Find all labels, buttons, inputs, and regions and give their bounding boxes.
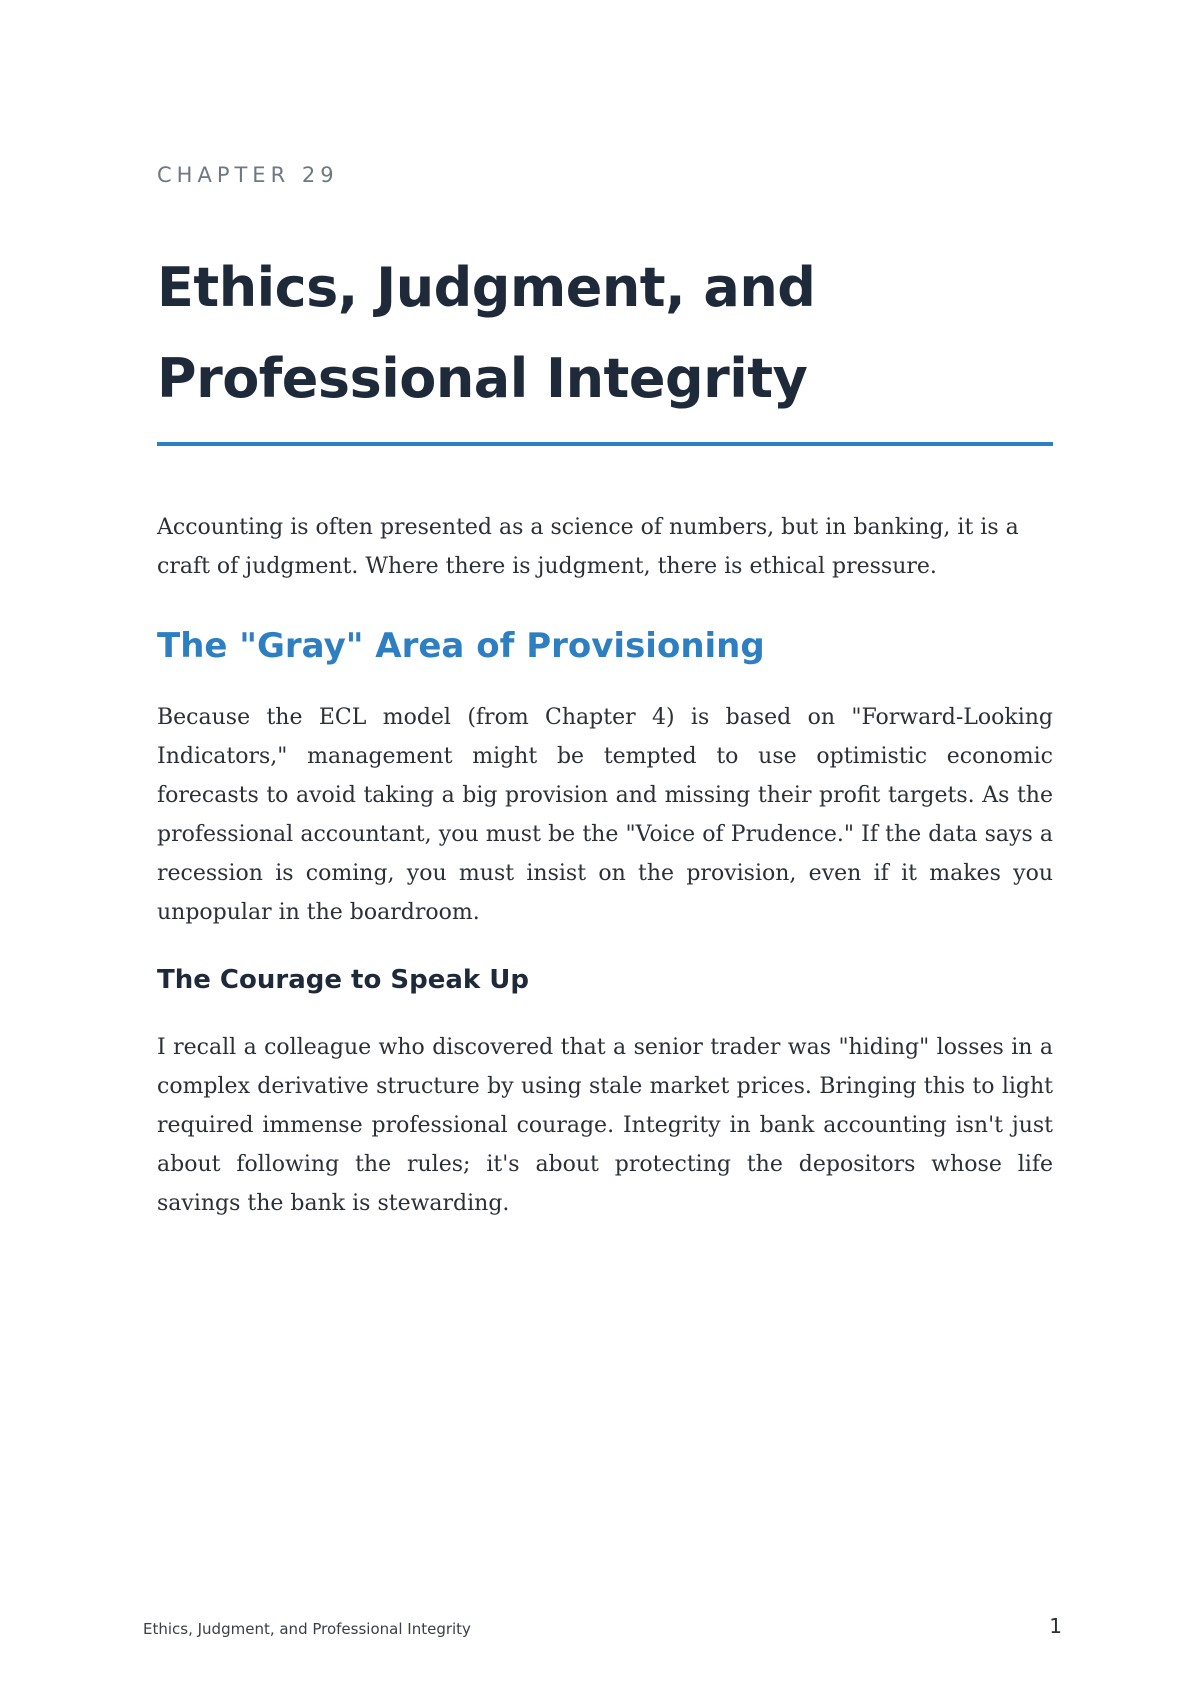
footer-running-title: Ethics, Judgment, and Professional Integrity <box>143 1620 471 1638</box>
chapter-title-line-2: Professional Integrity <box>157 347 808 410</box>
section-paragraph-courage: I recall a colleague who discovered that a senior trader was "hiding" losses in a complex derivative structure by using stale market prices. Bringing this to light required immense professional courage. Integrity in bank accounting isn't just about following the rules; it's about protecting the depositors whose life savings the bank is stewarding. <box>157 1035 1053 1216</box>
chapter-title <box>157 242 1053 424</box>
chapter-label: CHAPTER 29 <box>157 163 339 187</box>
section-paragraph-gray-area: Because the ECL model (from Chapter 4) is based on "Forward-Looking Indicators," management might be tempted to use optimistic economic forecasts to avoid taking a big provision and missing their profit targets. As the professional accountant, you must be the "Voice of Prudence." If the data says a recession is coming, you must insist on the provision, even if it makes you unpopular in the boardroom. <box>157 705 1053 925</box>
footer-page-number: 1 <box>1049 1614 1062 1638</box>
title-divider <box>157 442 1053 446</box>
section-heading-gray-area: The "Gray" Area of Provisioning <box>157 626 765 666</box>
section-heading-courage: The Courage to Speak Up <box>157 965 529 995</box>
intro-paragraph: Accounting is often presented as a science of numbers, but in banking, it is a craft of judgment. Where there is judgment, there is ethical pressure. <box>157 515 1019 579</box>
page-content <box>157 160 1053 1223</box>
chapter-title-line-1: Ethics, Judgment, and <box>157 256 816 319</box>
